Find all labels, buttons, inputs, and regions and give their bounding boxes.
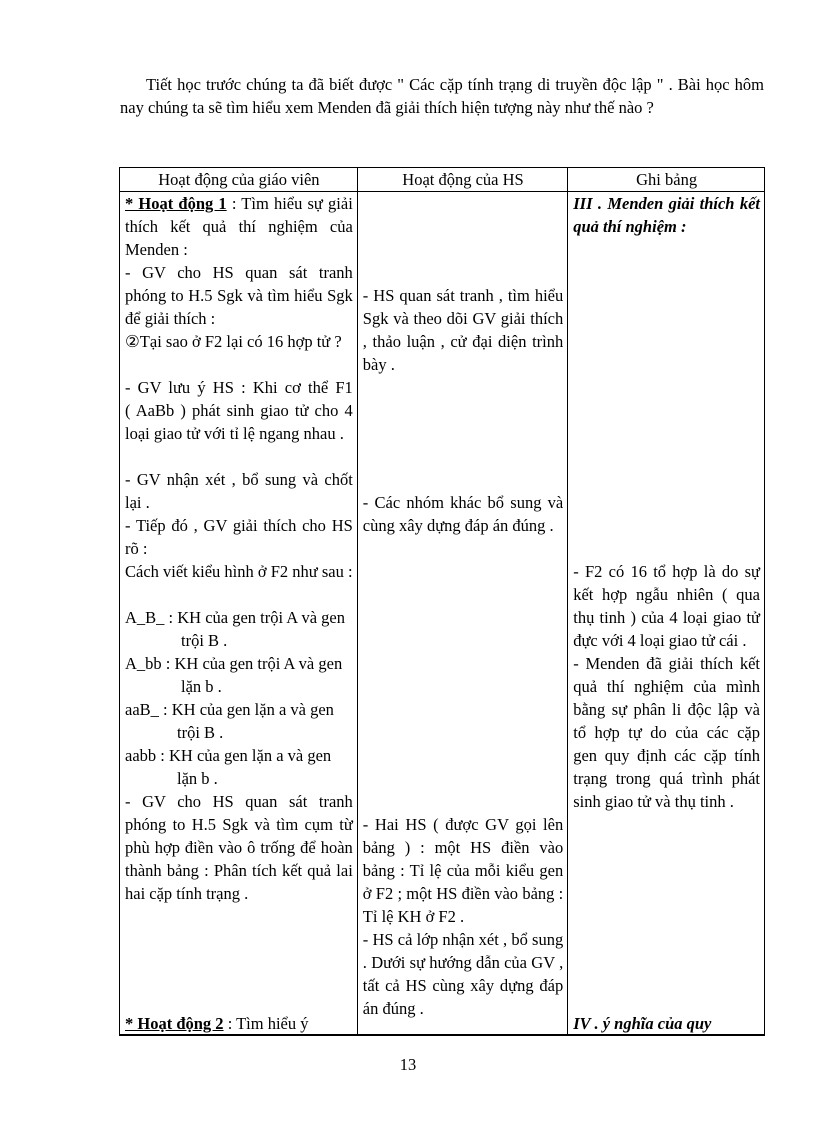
- board-section-3-title: III . Menden giải thích kết quả thí nghiệm :: [573, 194, 760, 236]
- teacher-step-3: - Tiếp đó , GV giải thích cho HS rõ :: [125, 516, 353, 558]
- kh-line-4: aabb : KH của gen lặn a và gen lặn b .: [125, 746, 332, 788]
- activity-1-heading: [125, 192, 353, 261]
- student-column: [357, 192, 567, 1036]
- activity-2-label: * Hoạt động 2: [125, 1014, 224, 1033]
- board-column: [568, 192, 765, 1036]
- student-step-2: - Các nhóm khác bổ sung và cùng xây dựng đáp án đúng .: [362, 493, 564, 535]
- teacher-note: - GV lưu ý HS : Khi cơ thể F1 ( AaBb ) phát sinh giao tử cho 4 loại giao tử với tỉ lệ ngang nhau .: [125, 378, 382, 443]
- intro-paragraph: [120, 73, 764, 119]
- table-header-row: [120, 168, 765, 192]
- activity-1-text: : Tìm hiểu sự giải thích kết quả thí nghiệm của Menden :: [125, 194, 353, 259]
- page-number: 13: [399, 1055, 417, 1074]
- header-teacher: Hoạt động của giáo viên: [120, 168, 358, 192]
- table-body-row: [120, 192, 765, 1036]
- student-step-1: - HS quan sát tranh , tìm hiểu Sgk và theo dõi GV giải thích , thảo luận , cử đại diện trình bày .: [362, 286, 564, 374]
- header-board: Ghi bảng: [568, 168, 765, 192]
- lesson-table: [119, 167, 765, 1036]
- teacher-question-1: ②Tại sao ở F2 lại có 16 hợp tử ?: [125, 332, 342, 351]
- kh-line-3: aaB_ : KH của gen lặn a và gen trội B .: [125, 700, 334, 742]
- board-section-4-title: IV . ý nghĩa của quy: [573, 1014, 712, 1033]
- student-step-4: - HS cả lớp nhận xét , bổ sung . Dưới sự hướng dẫn của GV , tất cả HS cùng xây dựng đáp án đúng .: [362, 930, 564, 1018]
- teacher-step-1: - GV cho HS quan sát tranh phóng to H.5 Sgk và tìm hiểu Sgk để giải thích :: [125, 263, 353, 328]
- header-student: Hoạt động của HS: [357, 168, 567, 192]
- activity-2-heading: [125, 1012, 353, 1035]
- board-point-1: - F2 có 16 tổ hợp là do sự kết hợp ngẫu nhiên ( qua thụ tinh ) của 4 loại giao tử đực với 4 loại giao tử cái .: [573, 562, 760, 650]
- activity-1-label: * Hoạt động 1: [125, 194, 227, 213]
- activity-2-text: : Tìm hiểu ý: [223, 1014, 309, 1033]
- teacher-kh-intro: Cách viết kiểu hình ở F2 như sau :: [125, 562, 353, 581]
- teacher-step-4: - GV cho HS quan sát tranh phóng to H.5 Sgk và tìm cụm từ phù hợp điền vào ô trống để hoàn thành bảng : Phân tích kết quả lai hai cặp tính trạng .: [125, 792, 353, 903]
- board-point-2: - Menden đã giải thích kết quả thí nghiệm của mình bằng sự phân li độc lập và tổ hợp tự do của các cặp gen quy định các cặp tính trạng trong quá trình phát sinh giao tử và thụ tinh .: [573, 654, 760, 811]
- kh-line-1: A_B_ : KH của gen trội A và gen trội B .: [125, 608, 345, 650]
- intro-text: Tiết học trước chúng ta đã biết được " Các cặp tính trạng di truyền độc lập " . Bài học hôm nay chúng ta sẽ tìm hiểu xem Menden đã giải thích hiện tượng này như thế nào ?: [120, 75, 764, 117]
- teacher-column: [120, 192, 382, 1036]
- kh-line-2: A_bb : KH của gen trội A và gen lặn b .: [125, 654, 343, 696]
- teacher-step-2: - GV nhận xét , bổ sung và chốt lại .: [125, 470, 353, 512]
- student-step-3: - Hai HS ( được GV gọi lên bảng ) : một HS điền vào bảng : Tỉ lệ của mỗi kiểu gen ở F2 ; một HS điền vào bảng : Tỉ lệ KH ở F2 .: [362, 815, 564, 926]
